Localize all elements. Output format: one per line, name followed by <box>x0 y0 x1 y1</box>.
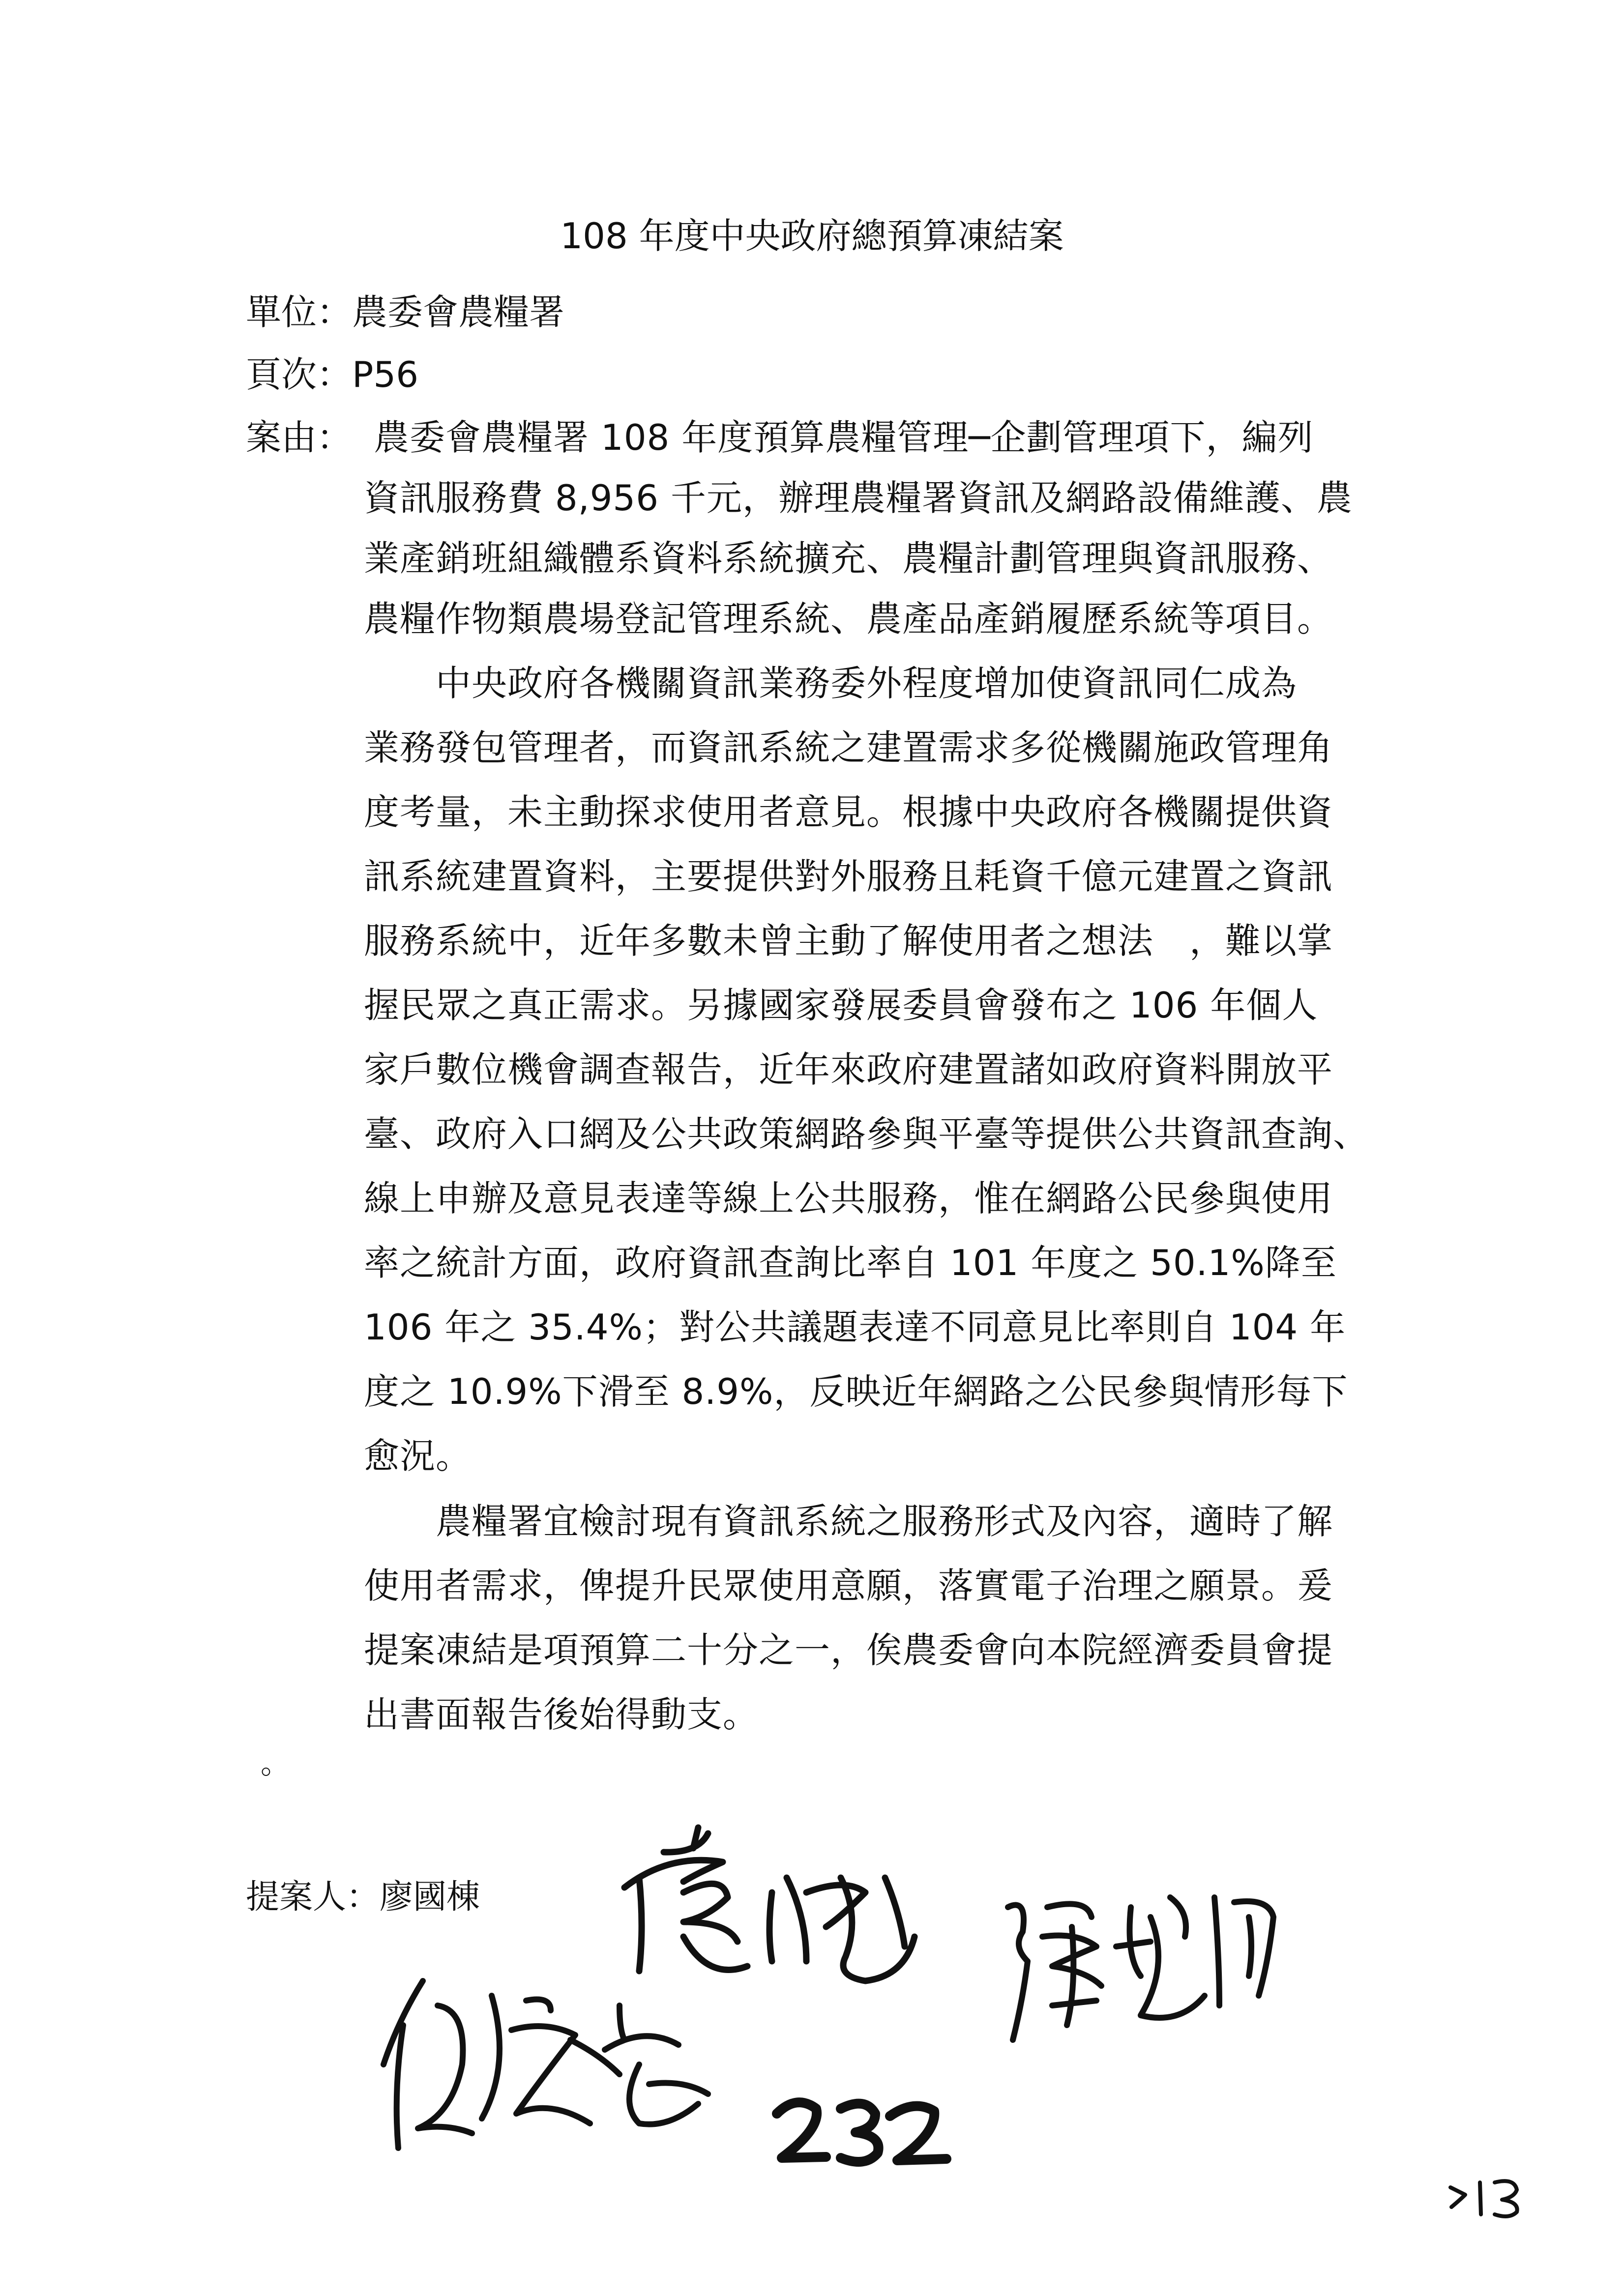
case-line: 提案凍結是項預算二十分之一，俟農委會向本院經濟委員會提 <box>364 1629 1333 1671</box>
case-line: 愈況。 <box>364 1435 472 1477</box>
case-line: 握民眾之真正需求。另據國家發展委員會發布之 106 年個人 <box>364 985 1318 1026</box>
case-line: 業務發包管理者，而資訊系統之建置需求多從機關施政管理角 <box>364 727 1333 768</box>
case-label: 案由： <box>246 417 353 458</box>
case-line: 度考量，未主動探求使用者意見。根據中央政府各機關提供資 <box>364 791 1333 833</box>
case-line: 資訊服務費 8,956 千元，辦理農糧署資訊及網路設備維護、農 <box>364 477 1353 519</box>
stray-mark: 。 <box>261 1746 290 1781</box>
case-line: 出書面報告後始得動支。 <box>364 1694 759 1735</box>
case-line: 農糧作物類農場登記管理系統、農產品產銷履歷系統等項目。 <box>364 598 1333 639</box>
document-title: 108 年度中央政府總預算凍結案 <box>560 215 1064 257</box>
proposer-line: 提案人：廖國棟 <box>246 1878 480 1917</box>
case-line: 臺、政府入口網及公共政策網路參與平臺等提供公共資訊查詢、 <box>364 1113 1369 1155</box>
handwritten-page-number <box>767 2089 954 2173</box>
case-line: 農糧署宜檢討現有資訊系統之服務形式及內容，適時了解 <box>364 1501 1333 1542</box>
case-line: 率之統計方面，政府資訊查詢比率自 101 年度之 50.1%降至 <box>364 1242 1337 1283</box>
case-line: 農委會農糧署 108 年度預算農糧管理─企劃管理項下，編列 <box>374 417 1314 458</box>
case-line: 中央政府各機關資訊業務委外程度增加使資訊同仁成為 <box>364 663 1298 704</box>
case-line: 使用者需求，俾提升民眾使用意願，落實電子治理之願景。爰 <box>364 1565 1333 1606</box>
case-line: 106 年之 35.4%；對公共議題表達不同意見比率則自 104 年 <box>364 1307 1346 1348</box>
case-line: 度之 10.9%下滑至 8.9%，反映近年網路之公民參與情形每下 <box>364 1371 1348 1412</box>
case-line: 業產銷班組織體系資料系統擴充、農糧計劃管理與資訊服務、 <box>364 538 1333 579</box>
case-line: 服務系統中，近年多數未曾主動了解使用者之想法 ，難以掌 <box>364 920 1333 961</box>
case-line: 家戶數位機會調查報告，近年來政府建置諸如政府資料開放平 <box>364 1049 1333 1090</box>
handwritten-signature <box>993 1878 1288 2084</box>
case-line: 訊系統建置資料，主要提供對外服務且耗資千億元建置之資訊 <box>364 856 1333 897</box>
case-line: 線上申辦及意見表達等線上公共服務，惟在網路公民參與使用 <box>364 1178 1333 1219</box>
page-reference-field: 頁次：P56 <box>246 354 419 395</box>
corner-handwritten-note <box>1446 2173 1534 2222</box>
unit-field: 單位：農委會農糧署 <box>246 291 565 333</box>
handwritten-signature <box>364 1966 767 2173</box>
